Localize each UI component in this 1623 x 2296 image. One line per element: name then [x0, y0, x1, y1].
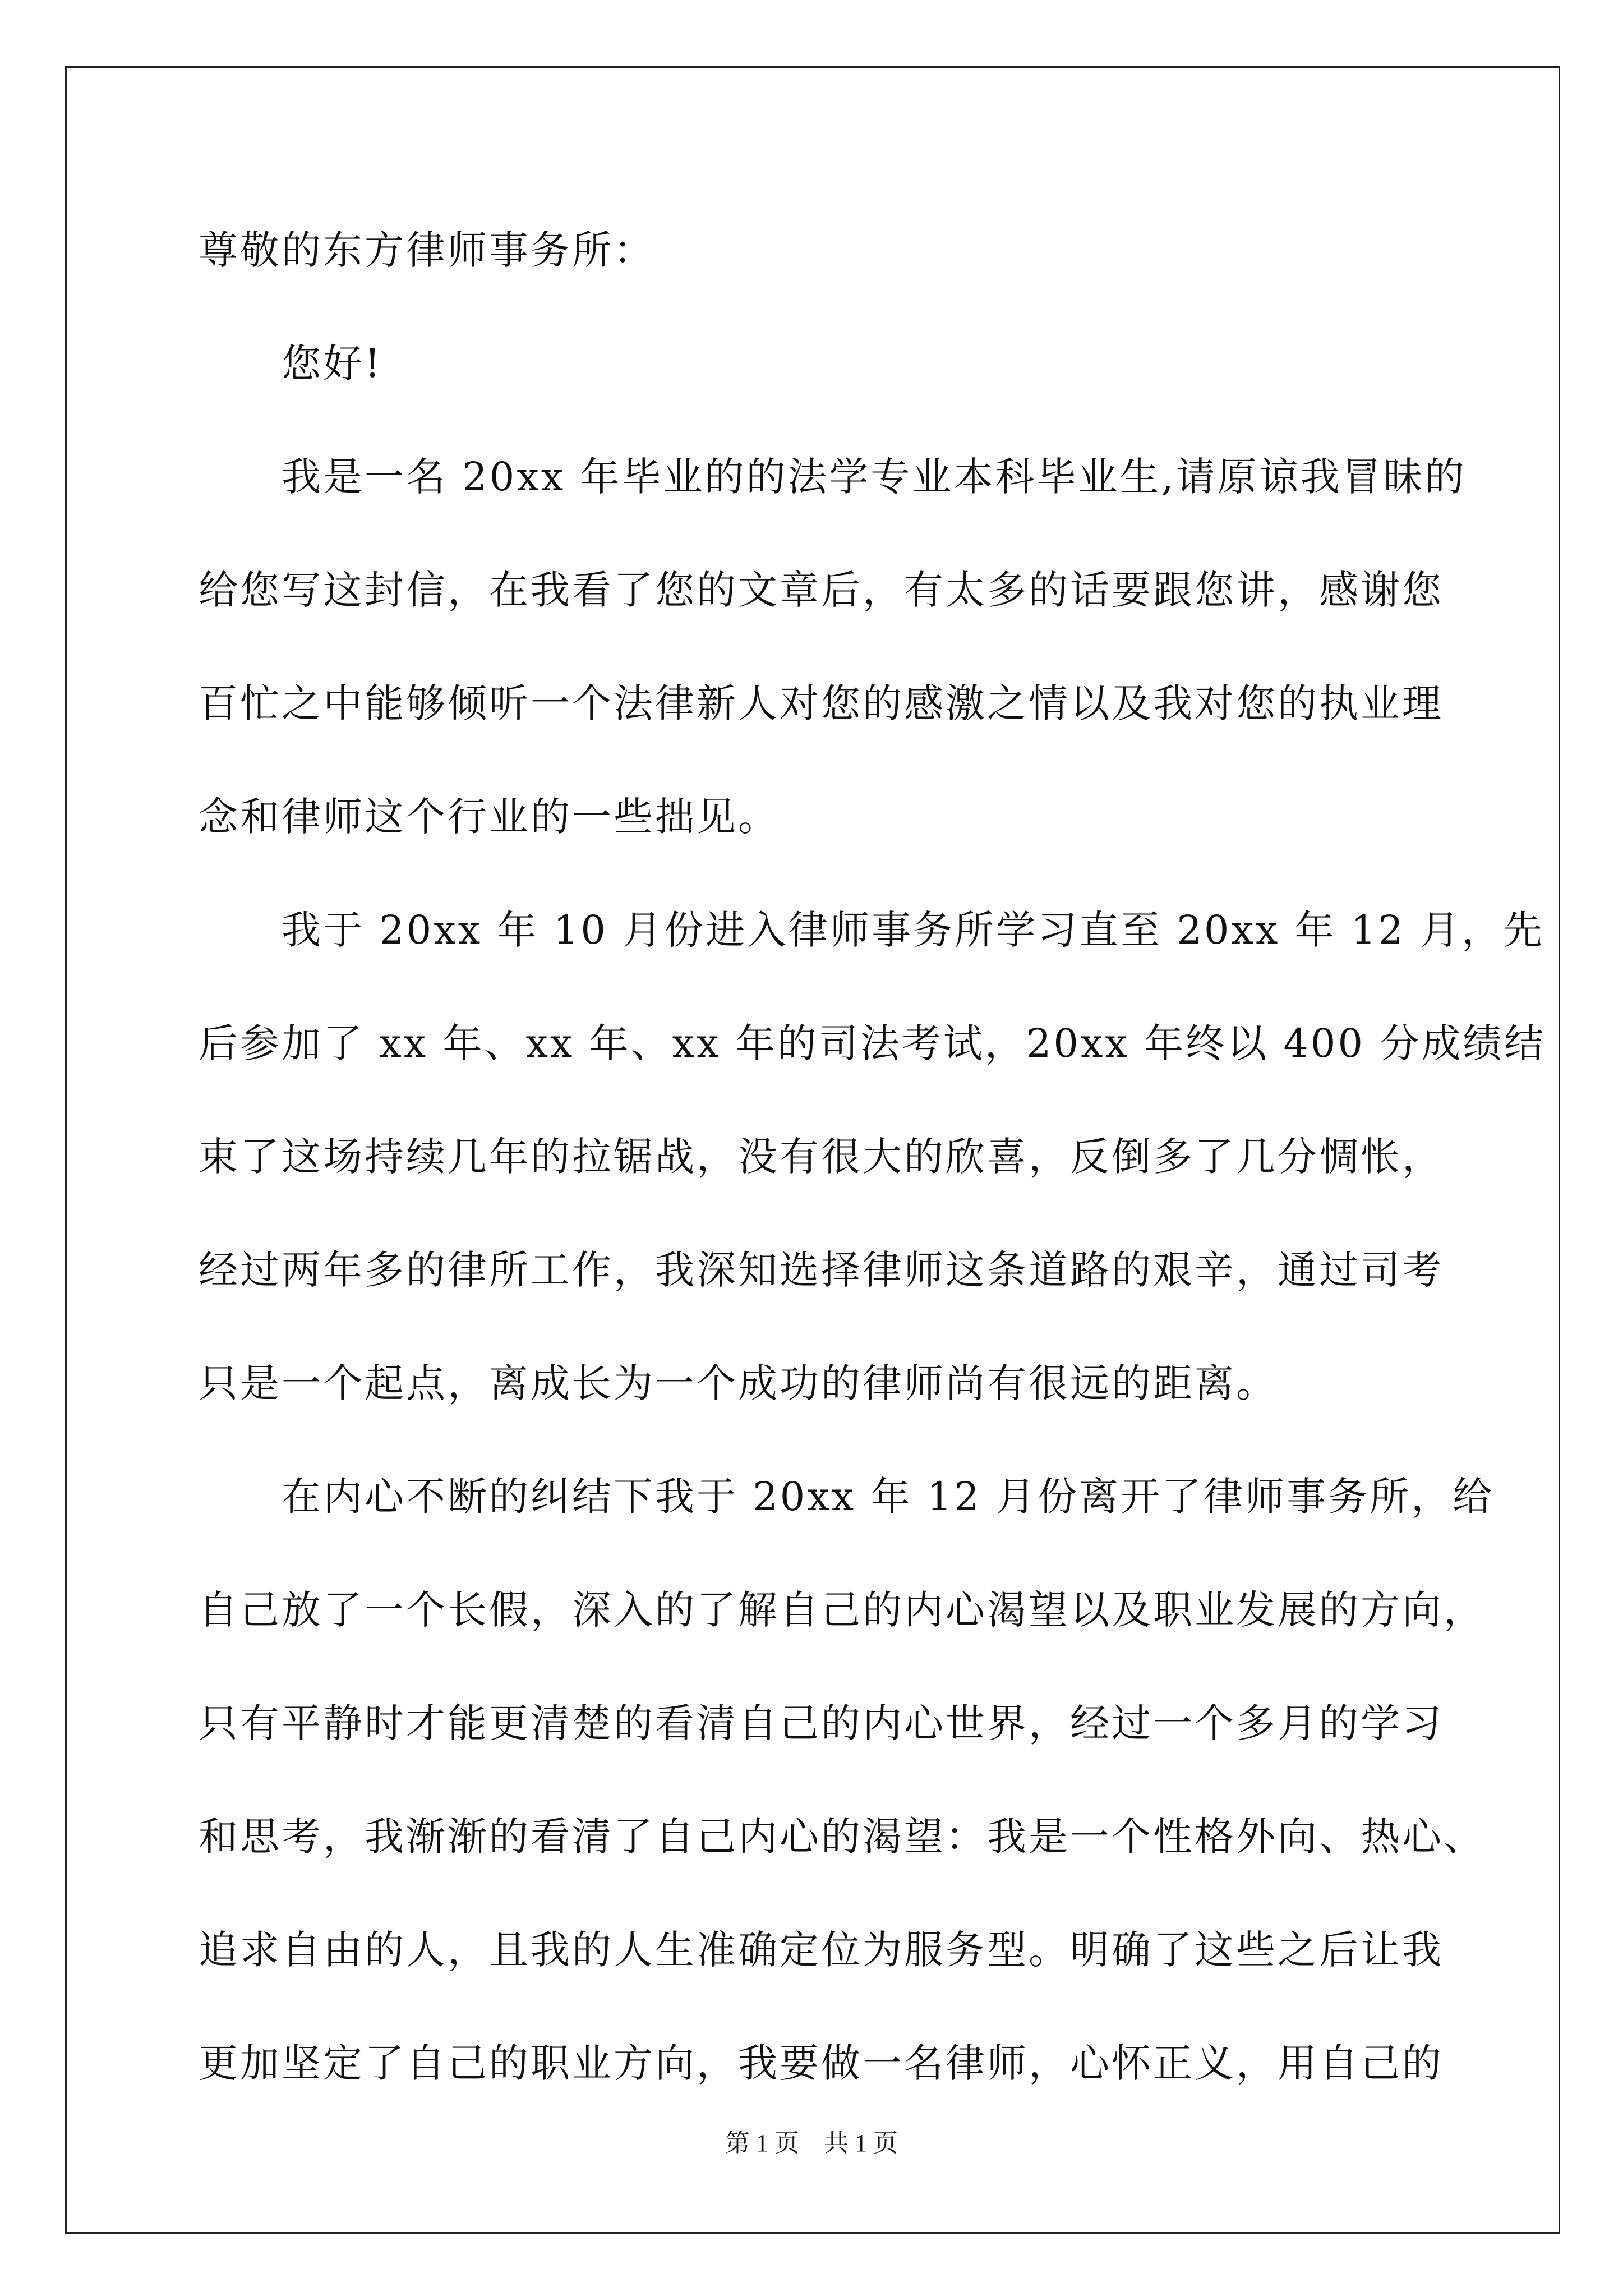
- paragraph-1-line-4: 念和律师这个行业的一些拙见。: [199, 794, 780, 840]
- page-total: 共 1 页: [824, 2129, 898, 2157]
- paragraph-3-line-2: 自己放了一个长假，深入的了解自己的内心渴望以及职业发展的方向，: [199, 1587, 1485, 1633]
- salutation: 尊敬的东方律师事务所：: [199, 227, 655, 273]
- paragraph-1-line-1: 我是一名 20xx 年毕业的的法学专业本科毕业生,请原谅我冒昧的: [282, 454, 1467, 500]
- paragraph-2-line-5: 只是一个起点，离成长为一个成功的律师尚有很远的距离。: [199, 1360, 1278, 1406]
- greeting: 您好!: [282, 341, 383, 386]
- paragraph-3-line-4: 和思考，我渐渐的看清了自己内心的渴望：我是一个性格外向、热心、: [199, 1814, 1485, 1860]
- paragraph-3-line-1: 在内心不断的纠结下我于 20xx 年 12 月份离开了律师事务所，给: [282, 1474, 1495, 1520]
- page-footer: [0, 2123, 1623, 2159]
- paragraph-2-line-3: 束了这场持续几年的拉锯战，没有很大的欣喜，反倒多了几分惆怅，: [199, 1134, 1444, 1180]
- paragraph-1-line-3: 百忙之中能够倾听一个法律新人对您的感激之情以及我对您的执业理: [199, 680, 1444, 726]
- letter-body: [199, 223, 1546, 2150]
- paragraph-2-line-1: 我于 20xx 年 10 月份进入律师事务所学习直至 20xx 年 12 月，先: [282, 907, 1545, 953]
- paragraph-3-line-3: 只有平静时才能更清楚的看清自己的内心世界，经过一个多月的学习: [199, 1700, 1444, 1746]
- paragraph-1-line-2: 给您写这封信，在我看了您的文章后，有太多的话要跟您讲，感谢您: [199, 567, 1444, 613]
- paragraph-3-line-6: 更加坚定了自己的职业方向，我要做一名律师，心怀正义，用自己的: [199, 2040, 1444, 2086]
- page-number: 第 1 页: [725, 2129, 799, 2157]
- paragraph-2-line-2: 后参加了 xx 年、xx 年、xx 年的司法考试，20xx 年终以 400 分成绩结: [199, 1020, 1546, 1066]
- paragraph-2-line-4: 经过两年多的律所工作，我深知选择律师这条道路的艰辛，通过司考: [199, 1247, 1444, 1293]
- paragraph-3-line-5: 追求自由的人，且我的人生准确定位为服务型。明确了这些之后让我: [199, 1927, 1444, 1973]
